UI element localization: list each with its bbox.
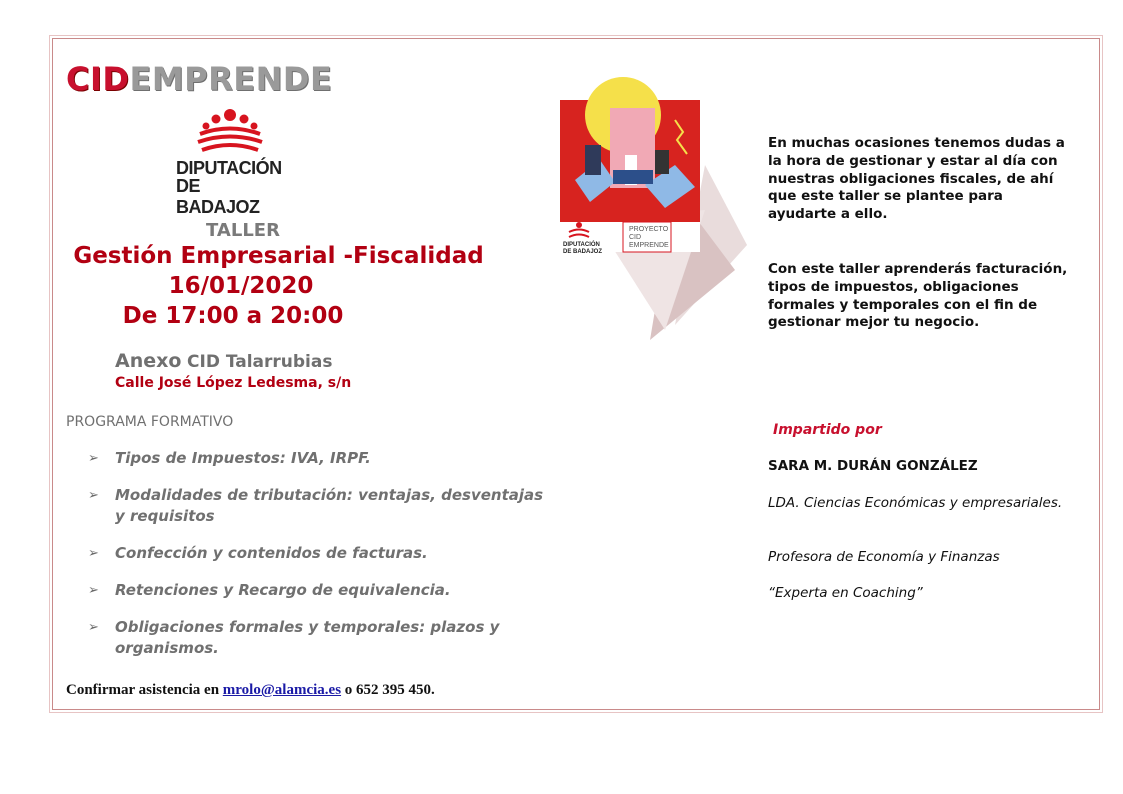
- arrow-bullet-icon: ➢: [88, 546, 99, 561]
- event-type: TALLER: [206, 220, 280, 241]
- speaker-degree: LDA. Ciencias Económicas y empresariales.: [768, 495, 1063, 511]
- poster-label-1: PROYECTO: [629, 226, 669, 233]
- poster-org-2: DE BADAJOZ: [563, 249, 603, 255]
- description-paragraph-2: Con este taller aprenderás facturación, tipos de impuestos, obligaciones formales y temporales con el fin de gestionar mejor tu negocio.: [768, 261, 1068, 331]
- confirm-attendance: [66, 682, 435, 699]
- program-list: [88, 448, 548, 675]
- list-item: [88, 617, 548, 659]
- arrow-bullet-icon: ➢: [88, 620, 99, 635]
- arrow-bullet-icon: ➢: [88, 451, 99, 466]
- project-poster-image: [555, 70, 755, 340]
- program-item-text: Confección y contenidos de facturas.: [115, 544, 428, 562]
- speaker-name: SARA M. DURÁN GONZÁLEZ: [768, 458, 978, 474]
- logo-line-2: DE BADAJOZ: [176, 176, 260, 217]
- list-item: [88, 580, 548, 601]
- speaker-role: Profesora de Economía y Finanzas: [768, 549, 1000, 565]
- diputacion-logo: [170, 106, 290, 217]
- speaker-tagline: “Experta en Coaching”: [768, 585, 923, 601]
- list-item: [88, 448, 548, 469]
- list-item: [88, 543, 548, 564]
- program-label: PROGRAMA FORMATIVO: [66, 414, 234, 430]
- logo-line-1: DIPUTACIÓN: [176, 158, 282, 178]
- arrow-bullet-icon: ➢: [88, 488, 99, 503]
- program-item-text: Obligaciones formales y temporales: plazos y organismos.: [115, 618, 500, 657]
- confirm-prefix: Confirmar asistencia en: [66, 682, 220, 698]
- crown-icon: [170, 106, 290, 158]
- event-title: Gestión Empresarial -Fiscalidad: [73, 243, 484, 269]
- venue-prefix: Anexo: [115, 350, 182, 372]
- venue: [115, 350, 332, 372]
- event-date: 16/01/2020: [168, 273, 314, 299]
- poster-org-1: DIPUTACIÓN: [563, 242, 600, 248]
- description-paragraph-1: En muchas ocasiones tenemos dudas a la hora de gestionar y estar al día con nuestras obligaciones fiscales, de ahí que este taller se plantee para ayudarte a ello.: [768, 135, 1065, 223]
- poster-label-3: EMPRENDE: [629, 242, 669, 249]
- speaker-label: Impartido por: [773, 422, 882, 438]
- poster-label-2: CID: [629, 234, 642, 241]
- venue-address: Calle José López Ledesma, s/n: [115, 375, 352, 391]
- program-item-text: Retenciones y Recargo de equivalencia.: [115, 581, 451, 599]
- event-time: De 17:00 a 20:00: [122, 303, 344, 329]
- program-item-text: Modalidades de tributación: ventajas, desventajas y requisitos: [115, 486, 544, 525]
- email-link[interactable]: mrolo@alamcia.es: [222, 682, 342, 698]
- venue-name: CID Talarrubias: [187, 352, 333, 372]
- confirm-phone: o 652 395 450.: [344, 682, 435, 698]
- brand-emprende: EMPRENDE: [129, 60, 333, 98]
- brand-cid: CID: [66, 60, 130, 98]
- list-item: [88, 485, 548, 527]
- program-item-text: Tipos de Impuestos: IVA, IRPF.: [115, 449, 371, 467]
- arrow-bullet-icon: ➢: [88, 583, 99, 598]
- brand-title: [66, 60, 332, 98]
